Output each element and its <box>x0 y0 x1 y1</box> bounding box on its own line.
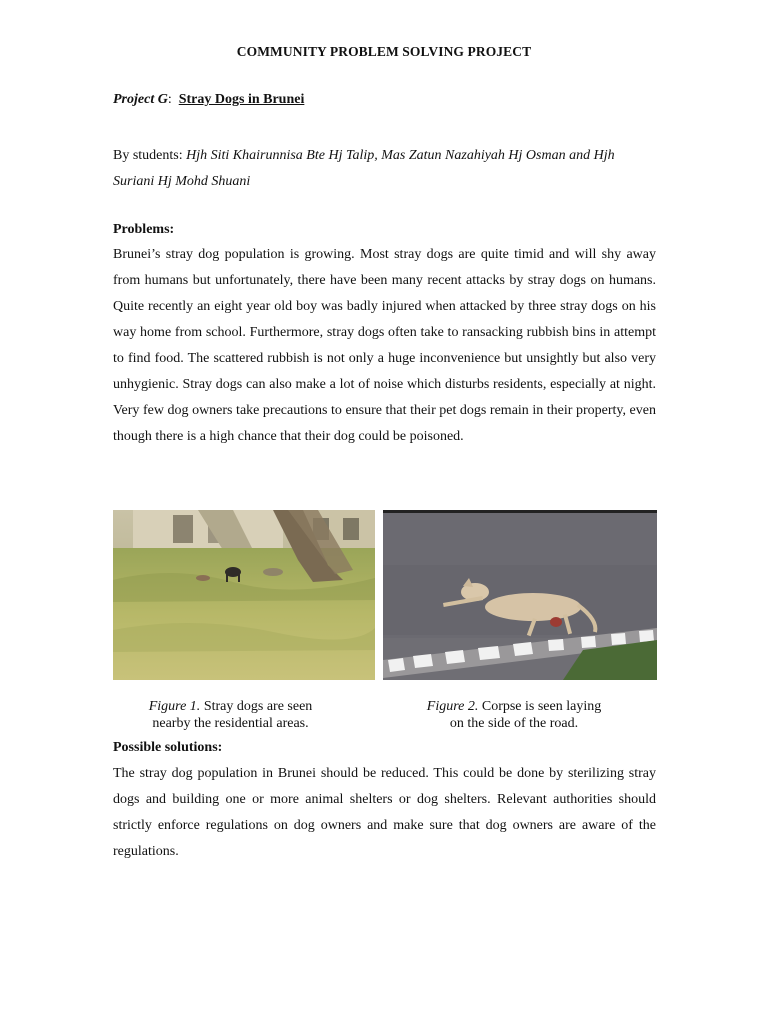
figure-2-caption-line2: on the side of the road. <box>449 716 579 731</box>
problems-heading: Problems: <box>113 222 175 237</box>
project-label: Project G <box>113 92 168 107</box>
figure-1-caption <box>113 698 348 732</box>
project-topic: Stray Dogs in Brunei <box>178 92 305 107</box>
project-line: Project G: Stray Dogs in Brunei <box>113 92 305 107</box>
figure-1-photo <box>113 510 375 680</box>
figure-2-photo <box>383 510 657 680</box>
figure-1-caption-line1: Stray dogs are seen <box>203 699 313 714</box>
figure-2-caption <box>383 698 645 732</box>
document-title: COMMUNITY PROBLEM SOLVING PROJECT <box>236 44 532 59</box>
figure-2-caption-line1: Corpse is seen laying <box>481 699 602 714</box>
solutions-paragraph: The stray dog population in Brunei should be reduced. This could be done by sterilizing stray dogs and building one or more animal shelters or dog shelters. Relevant authorities should strictly enforce regulations on dog owners and make sure that dog owners are aware of the regulations. <box>113 766 656 859</box>
figure-1-caption-line2: nearby the residential areas. <box>152 716 309 731</box>
problems-paragraph: Brunei’s stray dog population is growing. Most stray dogs are quite timid and will shy away from humans but unfortunately, there have been many recent attacks by stray dogs on humans. Quite recently an eight year old boy was badly injured when attacked by three stray dogs on his way home from school. Furthermore, stray dogs often take to ransacking rubbish bins in attempt to find food. The scattered rubbish is not only a huge inconvenience but unsightly but also very unhygienic. Stray dogs can also make a lot of noise which disturbs residents, especially at night. Very few dog owners take precautions to ensure that their pet dogs remain in their property, even though there is a high chance that their dog could be poisoned. <box>113 247 656 444</box>
by-label: By students: <box>113 148 183 163</box>
student-names: Hjh Siti Khairunnisa Bte Hj Talip, Mas Zatun Nazahiyah Hj Osman and Hjh Suriani Hj Mohd Shuani <box>113 148 615 189</box>
figure-2-label: Figure 2. <box>426 699 479 714</box>
solutions-heading: Possible solutions: <box>113 740 223 755</box>
byline <box>113 143 658 195</box>
figure-1-label: Figure 1. <box>148 699 201 714</box>
